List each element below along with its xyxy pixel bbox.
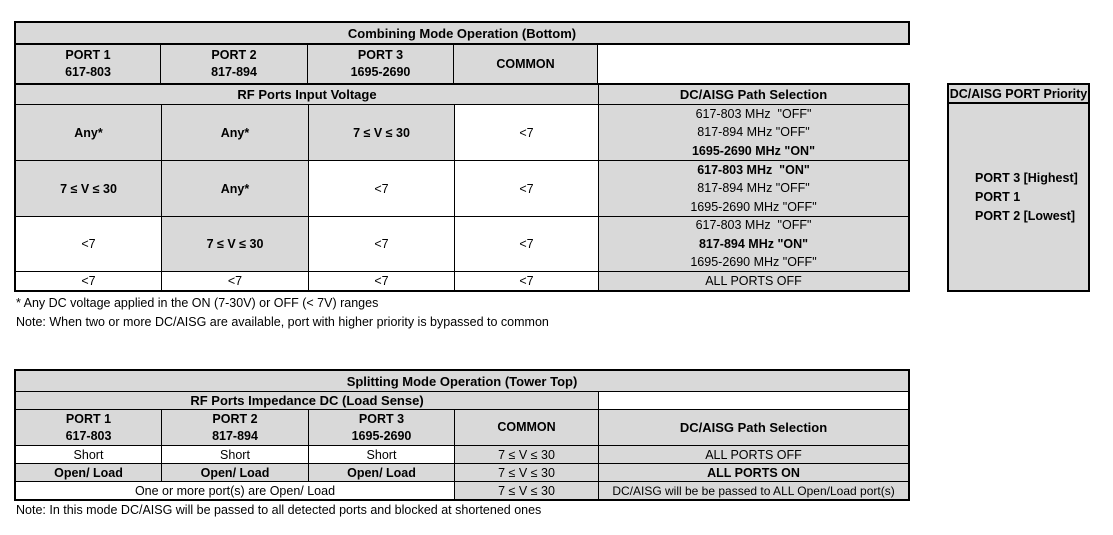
combining-port2-header: [160, 45, 307, 83]
priority-item: PORT 3 [Highest]: [975, 170, 1078, 185]
port3-freq: 1695-2690: [351, 428, 412, 443]
splitting-r1-port1: Open/ Load: [16, 463, 161, 481]
port2-label: PORT 2: [212, 411, 258, 426]
path-line: 817-894 MHz "ON": [698, 236, 809, 251]
splitting-r1-port3: Open/ Load: [308, 463, 454, 481]
port3-label: PORT 3: [358, 411, 405, 426]
combining-r1-port3: <7: [308, 160, 454, 216]
combining-r3-port1: <7: [16, 271, 161, 290]
splitting-title: Splitting Mode Operation (Tower Top): [16, 371, 908, 391]
combining-footnote-note: Note: When two or more DC/AISG are available, port with higher priority is bypassed to common: [16, 315, 549, 329]
path-line: 617-803 MHz "OFF": [695, 218, 812, 233]
combining-r3-port3: <7: [308, 271, 454, 290]
splitting-port3-header: [308, 409, 454, 445]
combining-common-header: [453, 45, 598, 83]
rf-input-voltage-header: RF Ports Input Voltage: [16, 85, 598, 104]
path-line: 1695-2690 MHz "OFF": [690, 199, 817, 214]
combining-r0-common: <7: [454, 104, 598, 160]
combining-r0-port2: Any*: [161, 104, 308, 160]
splitting-r0-path: ALL PORTS OFF: [598, 445, 908, 463]
combining-port-header-row: [14, 45, 598, 83]
combining-r1-port1: 7 ≤ V ≤ 30: [16, 160, 161, 216]
combining-r2-port3: <7: [308, 216, 454, 271]
impedance-empty-cell: [598, 391, 908, 409]
splitting-r0-port2: Short: [161, 445, 308, 463]
combining-r0-port3: 7 ≤ V ≤ 30: [308, 104, 454, 160]
splitting-common-header: [454, 409, 598, 445]
port1-label: PORT 1: [65, 48, 111, 62]
combining-r1-path: [598, 160, 908, 216]
combining-r2-path: [598, 216, 908, 271]
splitting-r2-common: 7 ≤ V ≤ 30: [454, 481, 598, 499]
combining-path-selection-header: DC/AISG Path Selection: [598, 85, 908, 104]
splitting-r0-port3: Short: [308, 445, 454, 463]
common-label: COMMON: [496, 56, 555, 71]
splitting-r1-common: 7 ≤ V ≤ 30: [454, 463, 598, 481]
combining-title: Combining Mode Operation (Bottom): [14, 21, 910, 45]
port1-label: PORT 1: [65, 411, 112, 426]
priority-box: [947, 104, 1090, 292]
priority-item: PORT 2 [Lowest]: [975, 208, 1076, 223]
impedance-header: RF Ports Impedance DC (Load Sense): [16, 391, 598, 409]
combining-r2-common: <7: [454, 216, 598, 271]
path-line: 617-803 MHz "OFF": [695, 106, 812, 121]
path-line: 617-803 MHz "ON": [697, 162, 810, 177]
priority-box-title: DC/AISG PORT Priority: [947, 83, 1090, 104]
combining-r3-path: ALL PORTS OFF: [598, 271, 908, 290]
combining-r0-port1: Any*: [16, 104, 161, 160]
splitting-r2-span: One or more port(s) are Open/ Load: [16, 481, 454, 499]
combining-r1-port2: Any*: [161, 160, 308, 216]
path-line: 1695-2690 MHz "OFF": [690, 255, 817, 270]
common-label: COMMON: [497, 420, 556, 434]
splitting-r0-port1: Short: [16, 445, 161, 463]
combining-r2-port2: 7 ≤ V ≤ 30: [161, 216, 308, 271]
port3-label: PORT 3: [357, 48, 404, 62]
port1-freq: 617-803: [65, 65, 111, 79]
combining-port1-header: [14, 45, 160, 83]
port1-freq: 617-803: [65, 428, 112, 443]
splitting-r2-path: DC/AISG will be be passed to ALL Open/Load port(s): [598, 481, 908, 499]
path-line: 817-894 MHz "OFF": [697, 181, 810, 196]
combining-port3-header: [307, 45, 453, 83]
splitting-path-selection-header: DC/AISG Path Selection: [598, 409, 908, 445]
port3-freq: 1695-2690: [350, 65, 411, 79]
combining-footnote-asterisk: * Any DC voltage applied in the ON (7-30V) or OFF (< 7V) ranges: [16, 296, 379, 310]
splitting-r1-path: ALL PORTS ON: [598, 463, 908, 481]
combining-r1-common: <7: [454, 160, 598, 216]
port2-freq: 817-894: [211, 65, 257, 79]
splitting-footnote-note: Note: In this mode DC/AISG will be passed to all detected ports and blocked at shortened ones: [16, 503, 542, 517]
splitting-r0-common: 7 ≤ V ≤ 30: [454, 445, 598, 463]
combining-table: [14, 83, 910, 292]
port2-freq: 817-894: [212, 428, 258, 443]
path-line: 1695-2690 MHz "ON": [691, 143, 816, 158]
splitting-port1-header: [16, 409, 161, 445]
combining-r0-path: [598, 104, 908, 160]
combining-r3-port2: <7: [161, 271, 308, 290]
combining-r2-port1: <7: [16, 216, 161, 271]
splitting-r1-port2: Open/ Load: [161, 463, 308, 481]
splitting-port2-header: [161, 409, 308, 445]
combining-r3-common: <7: [454, 271, 598, 290]
splitting-table: [14, 369, 910, 501]
priority-item: PORT 1: [975, 189, 1021, 204]
path-line: 817-894 MHz "OFF": [697, 125, 810, 140]
port2-label: PORT 2: [211, 48, 257, 62]
